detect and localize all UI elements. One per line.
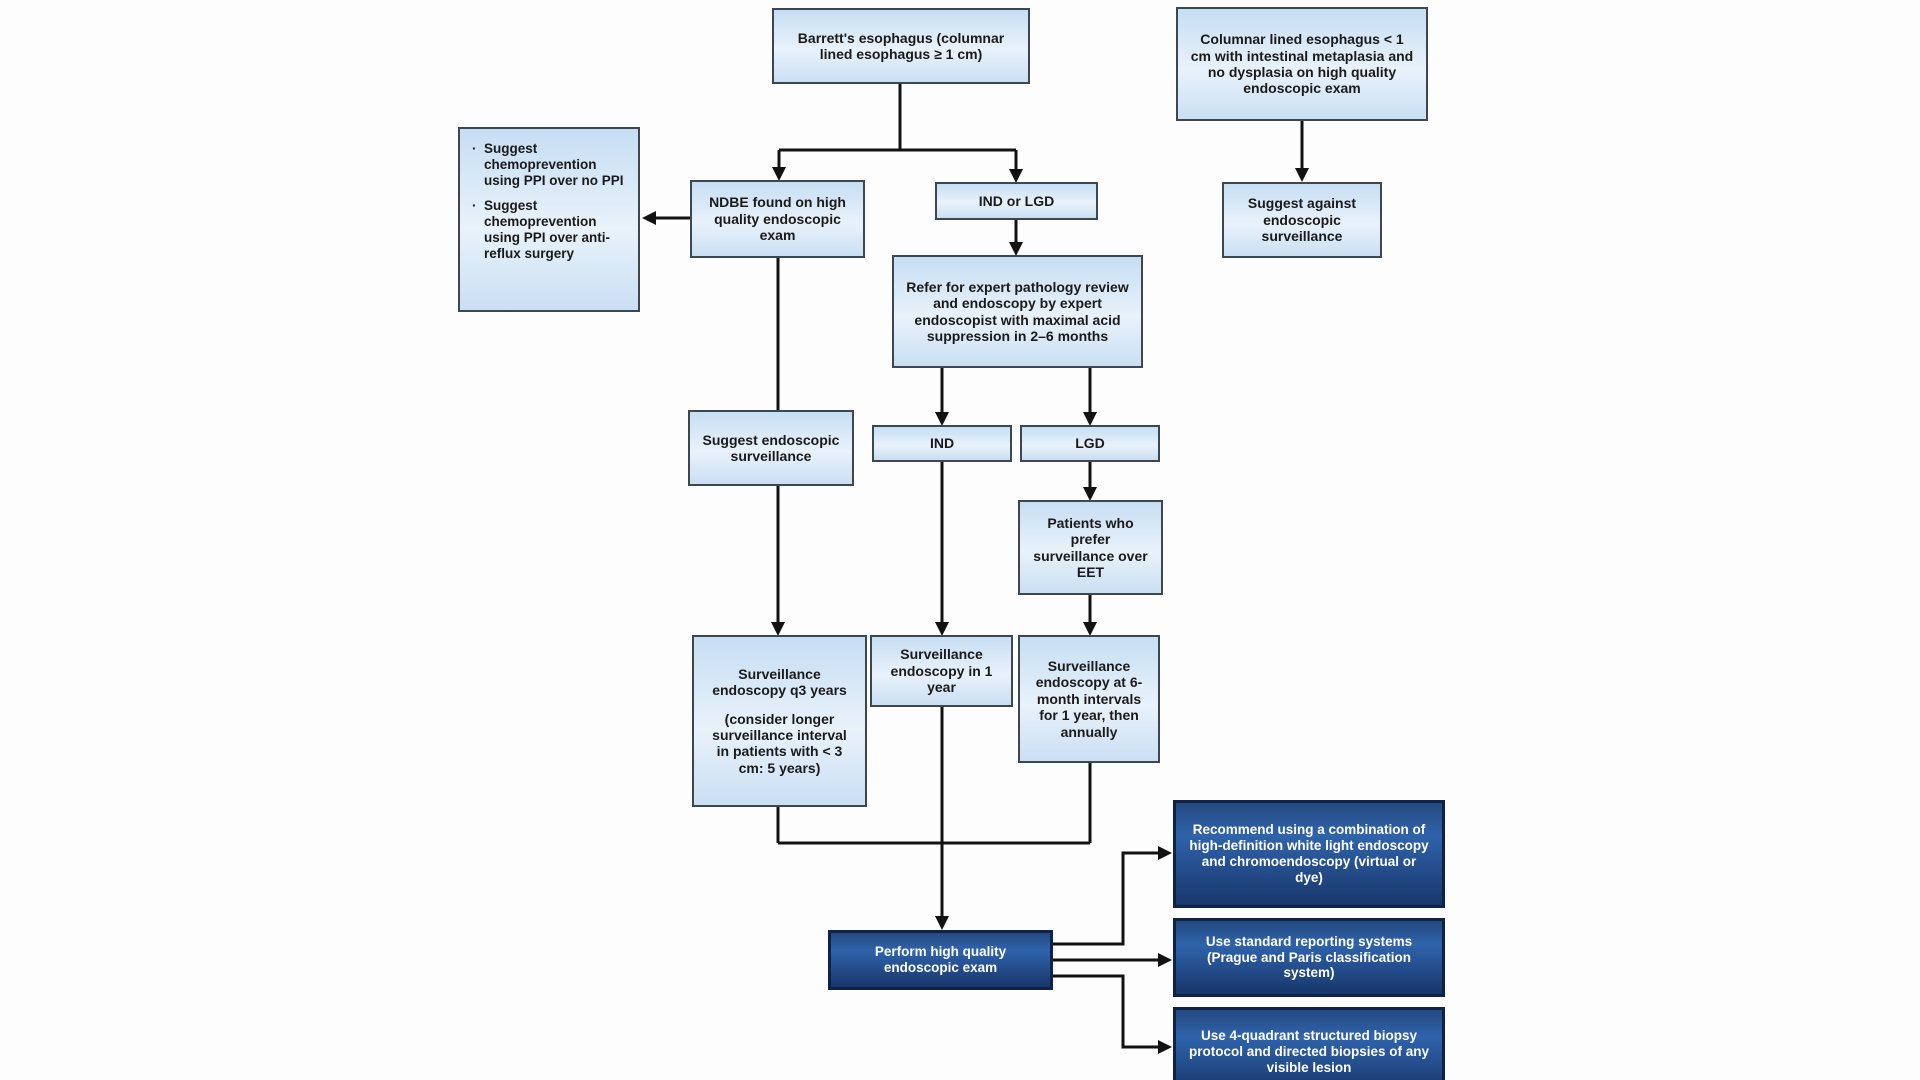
bullet-dot: ·	[472, 141, 477, 156]
node-surveillance-q3-years-line1: Surveillance endoscopy q3 years	[712, 665, 847, 699]
node-ind-or-lgd	[935, 182, 1098, 220]
arrowhead-to-biopsy	[1158, 1040, 1172, 1054]
node-ndbe-found	[690, 180, 865, 258]
node-suggest-against-surveillance	[1222, 182, 1382, 258]
node-surveillance-6-month-label: Surveillance endoscopy at 6-month intervals for 1 year, then annually	[1035, 658, 1143, 740]
node-standard-reporting-systems	[1173, 918, 1445, 997]
node-ndbe-found-label: NDBE found on high quality endoscopic exam	[709, 194, 846, 244]
arrowhead-to-q3	[771, 622, 785, 636]
node-suggest-against-surveillance-label: Suggest against endoscopic surveillance	[1247, 195, 1357, 245]
node-ind-label: IND	[929, 435, 955, 452]
node-columnar-lined-lt1cm	[1176, 7, 1428, 121]
arrowhead-to-indlgd	[1009, 169, 1023, 183]
chemoprevention-bullet-2-label: Suggest chemoprevention using PPI over anti-reflux surgery	[484, 198, 611, 261]
chemoprevention-bullet-1	[472, 141, 628, 188]
node-patients-prefer-surveillance	[1018, 500, 1163, 595]
node-columnar-lined-lt1cm-label: Columnar lined esophagus < 1 cm with intestinal metaplasia and no dysplasia on high quality endoscopic exam	[1190, 31, 1414, 97]
node-ind	[872, 425, 1012, 462]
node-quadrant-biopsy-protocol-label: Use 4-quadrant structured biopsy protocol and directed biopsies of any visible lesion	[1188, 1028, 1430, 1075]
node-barretts-esophagus	[772, 8, 1030, 84]
arrowhead-to-ndbe	[772, 167, 786, 181]
arrowhead-to-patients	[1083, 487, 1097, 501]
node-quadrant-biopsy-protocol	[1173, 1007, 1445, 1080]
node-surveillance-1-year-label: Surveillance endoscopy in 1 year	[890, 646, 993, 696]
arrowhead-to-ind	[935, 412, 949, 426]
node-refer-expert-pathology-label: Refer for expert pathology review and endoscopy by expert endoscopist with maximal acid suppression in 2–6 months	[906, 278, 1129, 344]
connector-perform-to-biopsy	[1053, 976, 1159, 1047]
node-surveillance-q3-years	[692, 635, 867, 807]
node-surveillance-1-year	[870, 635, 1013, 707]
node-suggest-endoscopic-surveillance-label: Suggest endoscopic surveillance	[702, 431, 840, 464]
node-perform-high-quality-exam-label: Perform high quality endoscopic exam	[874, 944, 1007, 975]
node-refer-expert-pathology	[892, 255, 1143, 368]
node-surveillance-q3-years-line2: (consider longer surveillance interval in patients with < 3 cm: 5 years)	[712, 710, 847, 776]
node-barretts-esophagus-label: Barrett's esophagus (columnar lined esophagus ≥ 1 cm)	[797, 29, 1005, 62]
node-ind-or-lgd-label: IND or LGD	[978, 192, 1055, 209]
node-recommend-hd-chromoendoscopy-label: Recommend using a combination of high-definition white light endoscopy and chromoendoscopy (virtual or dye)	[1189, 822, 1429, 885]
node-chemoprevention-recommendations	[458, 127, 640, 312]
connector-perform-to-recommend	[1053, 853, 1159, 944]
node-suggest-endoscopic-surveillance	[688, 410, 854, 486]
node-patients-prefer-surveillance-label: Patients who prefer surveillance over EET	[1033, 514, 1148, 580]
arrowhead-to-refer	[1009, 242, 1023, 256]
bullet-dot: ·	[472, 198, 477, 214]
node-lgd	[1020, 425, 1160, 462]
node-standard-reporting-systems-label: Use standard reporting systems (Prague and Paris classification system)	[1205, 933, 1413, 981]
connector-barretts-split	[779, 84, 1016, 172]
arrowhead-to-chemoprevention	[642, 211, 656, 225]
arrowhead-to-6mo	[1083, 622, 1097, 636]
node-lgd-label: LGD	[1075, 435, 1105, 452]
arrowhead-to-suggest-against	[1295, 168, 1309, 182]
arrowhead-to-lgd	[1083, 412, 1097, 426]
arrowhead-to-1yr	[935, 622, 949, 636]
arrowhead-to-recommend	[1158, 846, 1172, 860]
node-recommend-hd-chromoendoscopy	[1173, 800, 1445, 908]
chemoprevention-bullet-2	[472, 198, 628, 261]
arrowhead-to-reporting	[1158, 953, 1172, 967]
node-surveillance-6-month	[1018, 635, 1160, 763]
connector-refer-split	[942, 368, 1090, 415]
node-perform-high-quality-exam	[828, 930, 1053, 990]
chemoprevention-bullet-1-label: Suggest chemoprevention using PPI over no PPI	[484, 141, 624, 188]
arrowhead-to-perform	[935, 916, 949, 930]
